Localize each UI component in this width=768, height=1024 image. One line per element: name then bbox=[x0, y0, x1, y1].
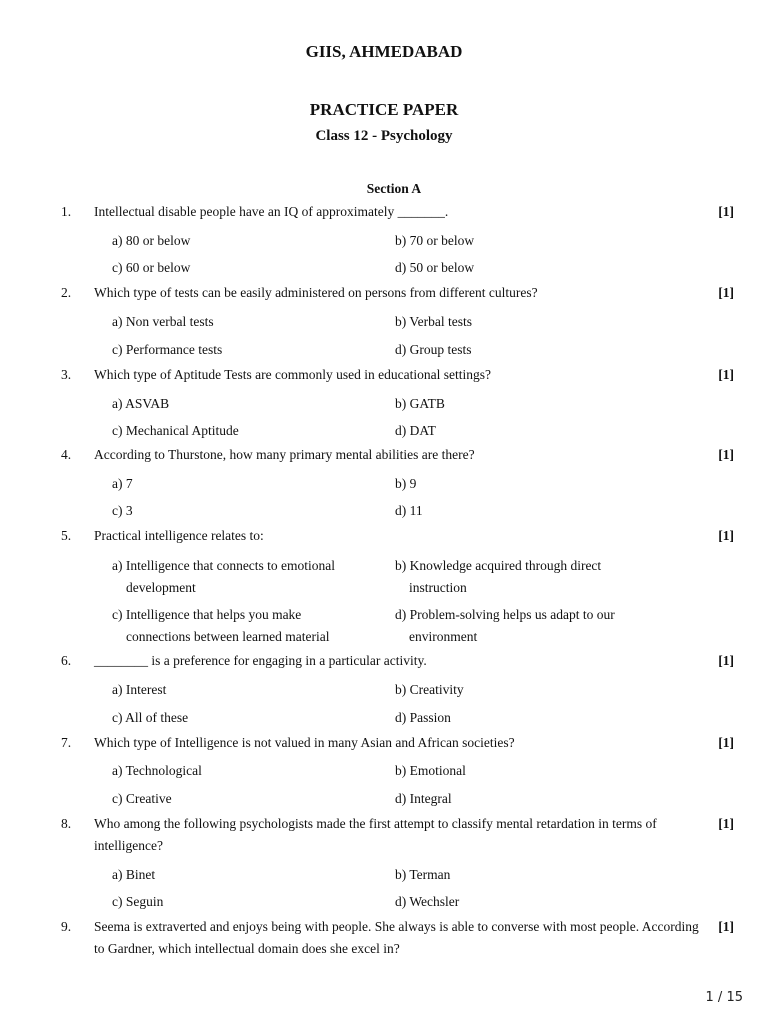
question-number: 4. bbox=[61, 447, 72, 462]
option-d: d) 50 or below bbox=[395, 260, 475, 275]
option-a: a) Non verbal tests bbox=[112, 314, 214, 329]
option-c: c) Creative bbox=[112, 791, 172, 806]
question-text: Which type of tests can be easily administered on persons from different cultures? bbox=[94, 285, 538, 300]
option-b: b) Verbal tests bbox=[395, 314, 472, 329]
option-b: b) 70 or below bbox=[395, 233, 475, 248]
option-c: c) Mechanical Aptitude bbox=[112, 423, 239, 438]
option-d: d) Passion bbox=[395, 710, 451, 725]
option-b: b) GATB bbox=[395, 396, 445, 411]
question-text: Intellectual disable people have an IQ of approximately _______. bbox=[94, 204, 449, 219]
question-text: According to Thurstone, how many primary mental abilities are there? bbox=[94, 447, 475, 462]
option-b: b) 9 bbox=[395, 476, 417, 491]
option-d: d) Problem-solving helps us adapt to our environment bbox=[395, 607, 615, 644]
question-marks: [1] bbox=[718, 816, 734, 831]
question-marks: [1] bbox=[718, 653, 734, 668]
page-number: 1 / 15 bbox=[705, 990, 743, 1005]
question-marks: [1] bbox=[718, 919, 734, 934]
question-text: ________ is a preference for engaging in a particular activity. bbox=[94, 653, 427, 668]
option-c: c) Seguin bbox=[112, 894, 164, 909]
option-d: d) DAT bbox=[395, 423, 436, 438]
question-marks: [1] bbox=[718, 528, 734, 543]
question-marks: [1] bbox=[718, 367, 734, 382]
option-a: a) Interest bbox=[112, 682, 167, 697]
question-number: 9. bbox=[61, 919, 72, 934]
option-a: a) Binet bbox=[112, 867, 156, 882]
question-number: 8. bbox=[61, 816, 72, 831]
option-b: b) Emotional bbox=[395, 763, 466, 778]
option-c: c) Intelligence that helps you make connections between learned material bbox=[112, 607, 330, 644]
paper-title: PRACTICE PAPER bbox=[309, 100, 459, 119]
option-b: b) Creativity bbox=[395, 682, 464, 697]
option-d: d) Integral bbox=[395, 791, 452, 806]
option-b: b) Terman bbox=[395, 867, 451, 882]
option-a: a) 7 bbox=[112, 476, 133, 491]
option-d: d) 11 bbox=[395, 503, 423, 518]
question-number: 2. bbox=[61, 285, 72, 300]
option-a: a) Technological bbox=[112, 763, 202, 778]
question-number: 6. bbox=[61, 653, 72, 668]
option-c: c) 60 or below bbox=[112, 260, 191, 275]
question-marks: [1] bbox=[718, 285, 734, 300]
option-a: a) 80 or below bbox=[112, 233, 191, 248]
question-text: Practical intelligence relates to: bbox=[94, 528, 264, 543]
option-c: c) 3 bbox=[112, 503, 133, 518]
question-text: Which type of Intelligence is not valued in many Asian and African societies? bbox=[94, 735, 515, 750]
option-a: a) ASVAB bbox=[112, 396, 170, 411]
question-number: 7. bbox=[61, 735, 72, 750]
question-marks: [1] bbox=[718, 447, 734, 462]
question-number: 1. bbox=[61, 204, 72, 219]
question-text: Who among the following psychologists made the first attempt to classify mental retardation in terms of intelligence? bbox=[94, 816, 657, 853]
question-marks: [1] bbox=[718, 204, 734, 219]
option-d: d) Group tests bbox=[395, 342, 472, 357]
question-number: 3. bbox=[61, 367, 72, 382]
question-text: Seema is extraverted and enjoys being with people. She always is able to converse with most people. According to Gardner, which intellectual domain does she excel in? bbox=[94, 919, 699, 956]
option-c: c) Performance tests bbox=[112, 342, 223, 357]
question-marks: [1] bbox=[718, 735, 734, 750]
option-a: a) Intelligence that connects to emotional development bbox=[112, 558, 336, 595]
question-text: Which type of Aptitude Tests are commonly used in educational settings? bbox=[94, 367, 491, 382]
option-d: d) Wechsler bbox=[395, 894, 460, 909]
option-c: c) All of these bbox=[112, 710, 189, 725]
section-heading: Section A bbox=[366, 181, 422, 196]
question-number: 5. bbox=[61, 528, 72, 543]
option-b: b) Knowledge acquired through direct instruction bbox=[395, 558, 602, 595]
paper-subtitle: Class 12 - Psychology bbox=[315, 128, 453, 144]
school-name: GIIS, AHMEDABAD bbox=[305, 42, 463, 61]
